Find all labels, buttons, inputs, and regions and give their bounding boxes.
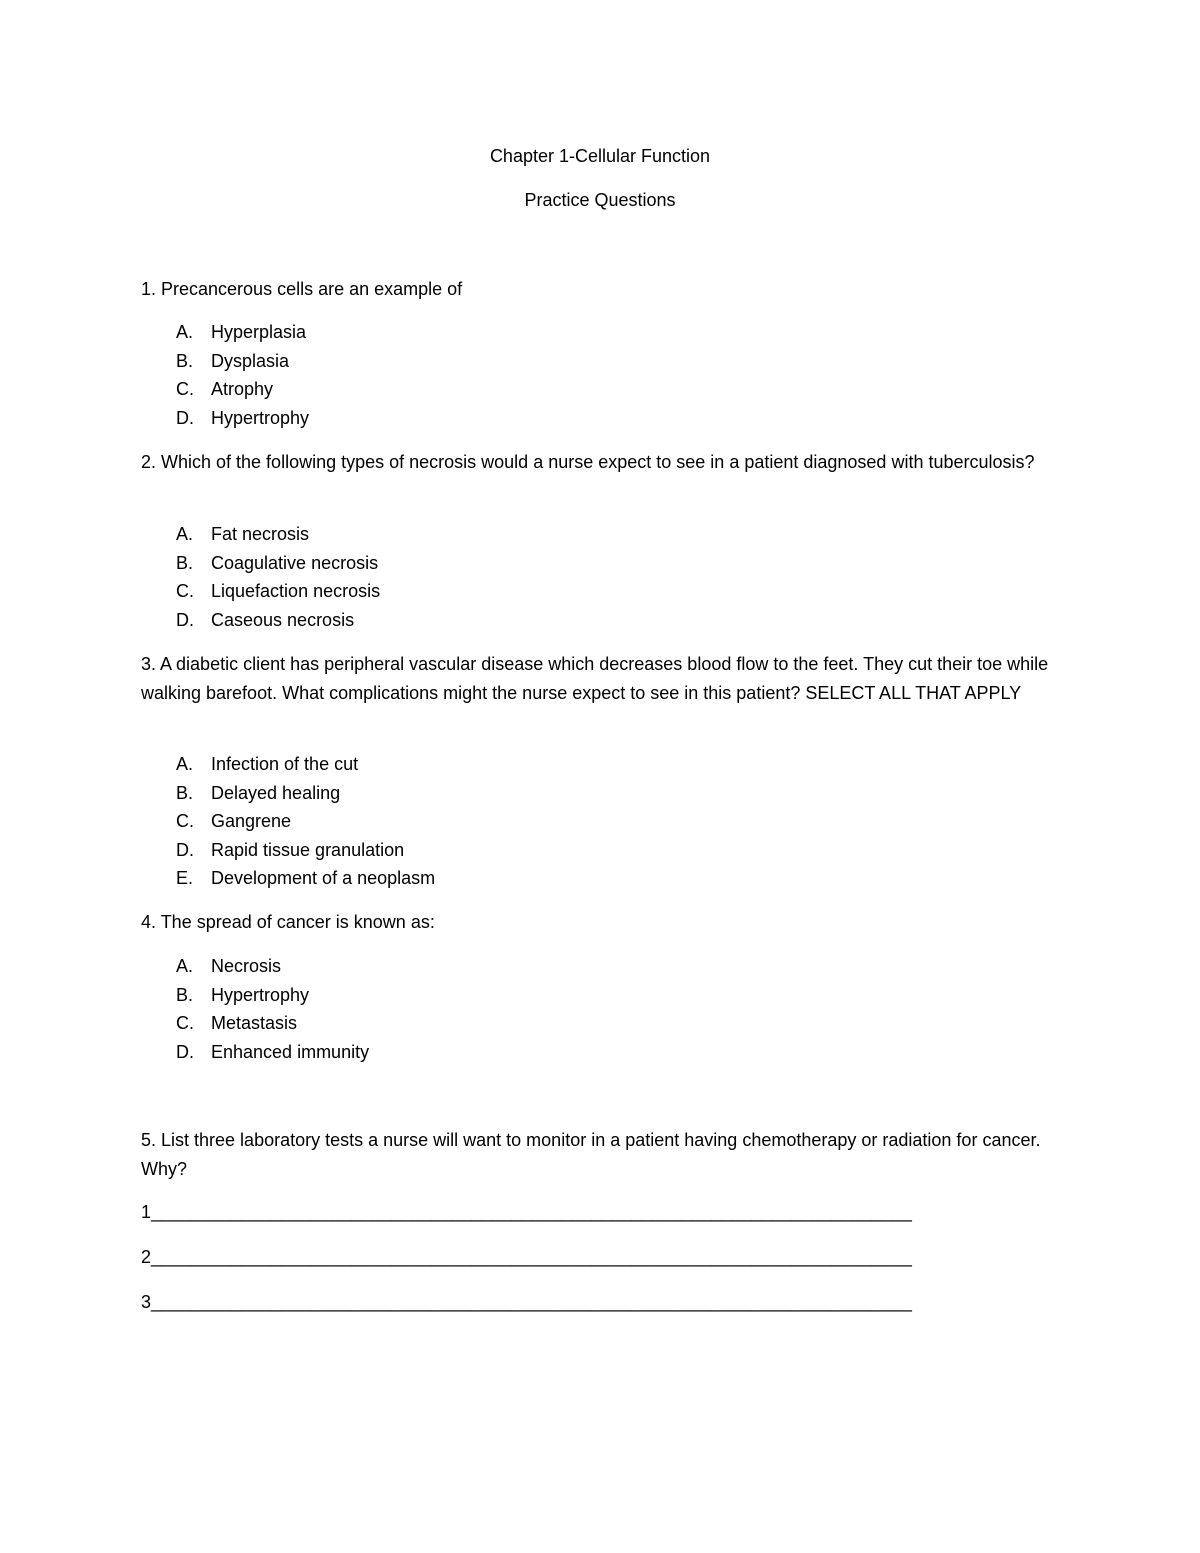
option-letter: D. <box>176 407 194 428</box>
option-letter: A. <box>176 754 194 774</box>
option-text: Liquefaction necrosis <box>211 581 381 601</box>
question-5-text: 5. List three laboratory tests a nurse will want to monitor in a patient having chemotherapy or radiation for cancer. Why? <box>141 1130 1041 1179</box>
option-letter: B. <box>176 350 194 371</box>
option-text: Hypertrophy <box>211 407 310 428</box>
option-letter: E. <box>176 868 194 888</box>
answer-blank-2[interactable]: 2____________________________________________________________________________ <box>141 1247 912 1267</box>
question-3-options <box>141 750 435 893</box>
option-text: Atrophy <box>211 379 274 399</box>
option-item <box>141 952 369 981</box>
option-letter: B. <box>176 552 194 573</box>
option-letter: D. <box>176 609 194 630</box>
answer-blank-3[interactable]: 3____________________________________________________________________________ <box>141 1292 912 1312</box>
question-2-options <box>141 520 380 634</box>
option-item <box>141 520 380 549</box>
option-letter: B. <box>176 984 194 1005</box>
option-item <box>141 606 380 635</box>
question-4-options <box>141 952 369 1066</box>
option-item <box>141 1009 369 1038</box>
option-letter: B. <box>176 782 194 803</box>
option-letter: D. <box>176 839 194 860</box>
option-item <box>141 577 380 606</box>
option-letter: C. <box>176 811 194 831</box>
option-item <box>141 347 309 376</box>
option-letter: C. <box>176 581 194 601</box>
option-text: Coagulative necrosis <box>211 552 379 573</box>
option-item <box>141 836 435 865</box>
document-title: Chapter 1-Cellular Function <box>489 146 711 166</box>
option-text: Dysplasia <box>211 350 290 371</box>
option-text: Metastasis <box>211 1013 298 1033</box>
document-subtitle: Practice Questions <box>524 190 676 210</box>
option-text: Gangrene <box>211 811 292 831</box>
option-text: Necrosis <box>211 956 282 976</box>
option-item <box>141 779 435 808</box>
option-letter: D. <box>176 1041 194 1062</box>
question-3-text: 3. A diabetic client has peripheral vascular disease which decreases blood flow to the feet. They cut their toe while walking barefoot. What complications might the nurse expect to see in this patient? SELECT ALL THAT APPLY <box>141 654 1049 703</box>
option-item <box>141 404 309 433</box>
question-2-text: 2. Which of the following types of necrosis would a nurse expect to see in a patient diagnosed with tuberculosis? <box>141 452 1035 472</box>
option-item <box>141 750 435 779</box>
option-item <box>141 981 369 1010</box>
option-item <box>141 807 435 836</box>
question-1-text: 1. Precancerous cells are an example of <box>141 279 463 299</box>
option-text: Caseous necrosis <box>211 609 355 630</box>
answer-blank-1[interactable]: 1____________________________________________________________________________ <box>141 1202 912 1222</box>
option-text: Development of a neoplasm <box>211 868 436 888</box>
option-text: Hyperplasia <box>211 322 307 342</box>
option-letter: A. <box>176 956 194 976</box>
option-text: Hypertrophy <box>211 984 310 1005</box>
option-text: Rapid tissue granulation <box>211 839 405 860</box>
option-text: Fat necrosis <box>211 524 310 544</box>
option-text: Infection of the cut <box>211 754 359 774</box>
option-item <box>141 318 309 347</box>
option-item <box>141 375 309 404</box>
question-4-text: 4. The spread of cancer is known as: <box>141 912 435 932</box>
option-letter: C. <box>176 379 194 399</box>
option-item <box>141 549 380 578</box>
option-letter: C. <box>176 1013 194 1033</box>
option-letter: A. <box>176 322 194 342</box>
option-text: Enhanced immunity <box>211 1041 370 1062</box>
question-1-options <box>141 318 309 432</box>
option-text: Delayed healing <box>211 782 341 803</box>
option-letter: A. <box>176 524 194 544</box>
option-item <box>141 1038 369 1067</box>
option-item <box>141 864 435 893</box>
